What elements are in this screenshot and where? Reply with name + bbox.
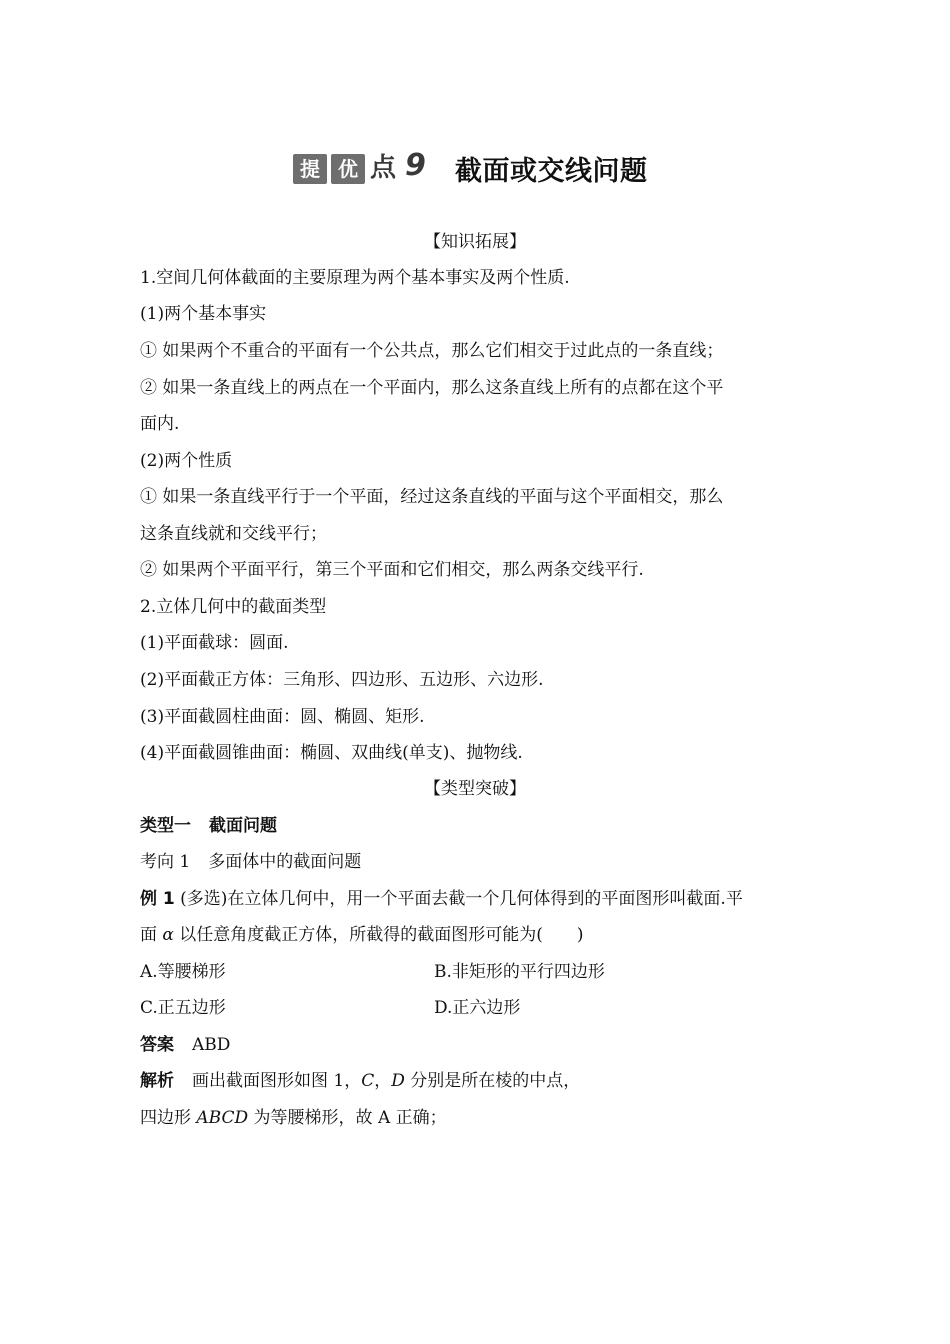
example-text-1: (多选)在立体几何中，用一个平面去截一个几何体得到的平面图形叫截面.平 [180, 889, 743, 909]
section-type-4: (4)平面截圆锥曲面：椭圆、双曲线(单支)、抛物线. [140, 743, 523, 763]
badge-char-you: 优 [331, 154, 365, 184]
basic-fact-2-line-2: 面内. [140, 414, 180, 434]
knowledge-item-1: 1.空间几何体截面的主要原理为两个基本事实及两个性质. [140, 268, 570, 288]
option-c: C.正五边形 [140, 998, 226, 1018]
badge-char-ti: 提 [293, 154, 327, 184]
analysis-line-1 [140, 1069, 820, 1093]
property-2: ② 如果两个平面平行，第三个平面和它们相交，那么两条交线平行. [140, 560, 644, 580]
section-breakthrough-label: 【类型突破】 [424, 779, 526, 799]
var-c: C [361, 1071, 375, 1091]
badge-point: 点 [370, 153, 397, 183]
type-heading [140, 814, 820, 838]
type-title: 截面问题 [209, 816, 277, 836]
analysis-text-1a: 画出截面图形如图 1， [192, 1071, 362, 1091]
subheading-basic-facts: (1)两个基本事实 [140, 304, 267, 324]
kaoxiang-label: 考向 1 [140, 852, 191, 872]
kaoxiang-heading [140, 850, 820, 874]
page-title: 截面或交线问题 [455, 156, 648, 187]
property-1-line-2: 这条直线就和交线平行； [140, 524, 327, 544]
analysis-text-2a: 四边形 [140, 1108, 197, 1128]
answer-line [140, 1033, 820, 1057]
option-d: D.正六边形 [434, 998, 521, 1018]
badge-number: 9 [405, 148, 426, 183]
comma: ， [374, 1071, 392, 1091]
example-text-2b: 以任意角度截正方体，所截得的截面图形可能为( ) [173, 925, 584, 945]
answer-value: ABD [192, 1035, 231, 1055]
example-label: 例 1 [140, 889, 175, 909]
example-line-1 [140, 887, 820, 911]
section-type-1: (1)平面截球：圆面. [140, 633, 289, 653]
option-a: A.等腰梯形 [140, 962, 226, 982]
example-line-2 [140, 923, 820, 947]
title-row [0, 148, 950, 198]
analysis-line-2 [140, 1106, 820, 1130]
example-text-2a: 面 [140, 925, 163, 945]
basic-fact-2-line-1: ② 如果一条直线上的两点在一个平面内，那么这条直线上所有的点都在这个平 [140, 378, 724, 398]
analysis-text-2b: 为等腰梯形，故 A 正确； [248, 1108, 447, 1128]
property-1-line-1: ① 如果一条直线平行于一个平面，经过这条直线的平面与这个平面相交，那么 [140, 487, 724, 507]
section-type-3: (3)平面截圆柱曲面：圆、椭圆、矩形. [140, 707, 425, 727]
alpha-symbol: α [162, 925, 174, 945]
section-knowledge-label: 【知识拓展】 [424, 232, 526, 252]
var-abcd: ABCD [196, 1108, 249, 1128]
subheading-properties: (2)两个性质 [140, 451, 233, 471]
section-type-2: (2)平面截正方体：三角形、四边形、五边形、六边形. [140, 670, 544, 690]
knowledge-item-2: 2.立体几何中的截面类型 [140, 597, 327, 617]
basic-fact-1: ① 如果两个不重合的平面有一个公共点，那么它们相交于过此点的一条直线； [140, 341, 724, 361]
answer-label: 答案 [140, 1035, 174, 1055]
type-label: 类型一 [140, 816, 191, 836]
analysis-text-1b: 分别是所在棱的中点， [404, 1071, 581, 1091]
option-b: B.非矩形的平行四边形 [434, 962, 605, 982]
var-d: D [391, 1071, 405, 1091]
kaoxiang-title: 多面体中的截面问题 [208, 852, 362, 872]
analysis-label: 解析 [140, 1071, 174, 1091]
